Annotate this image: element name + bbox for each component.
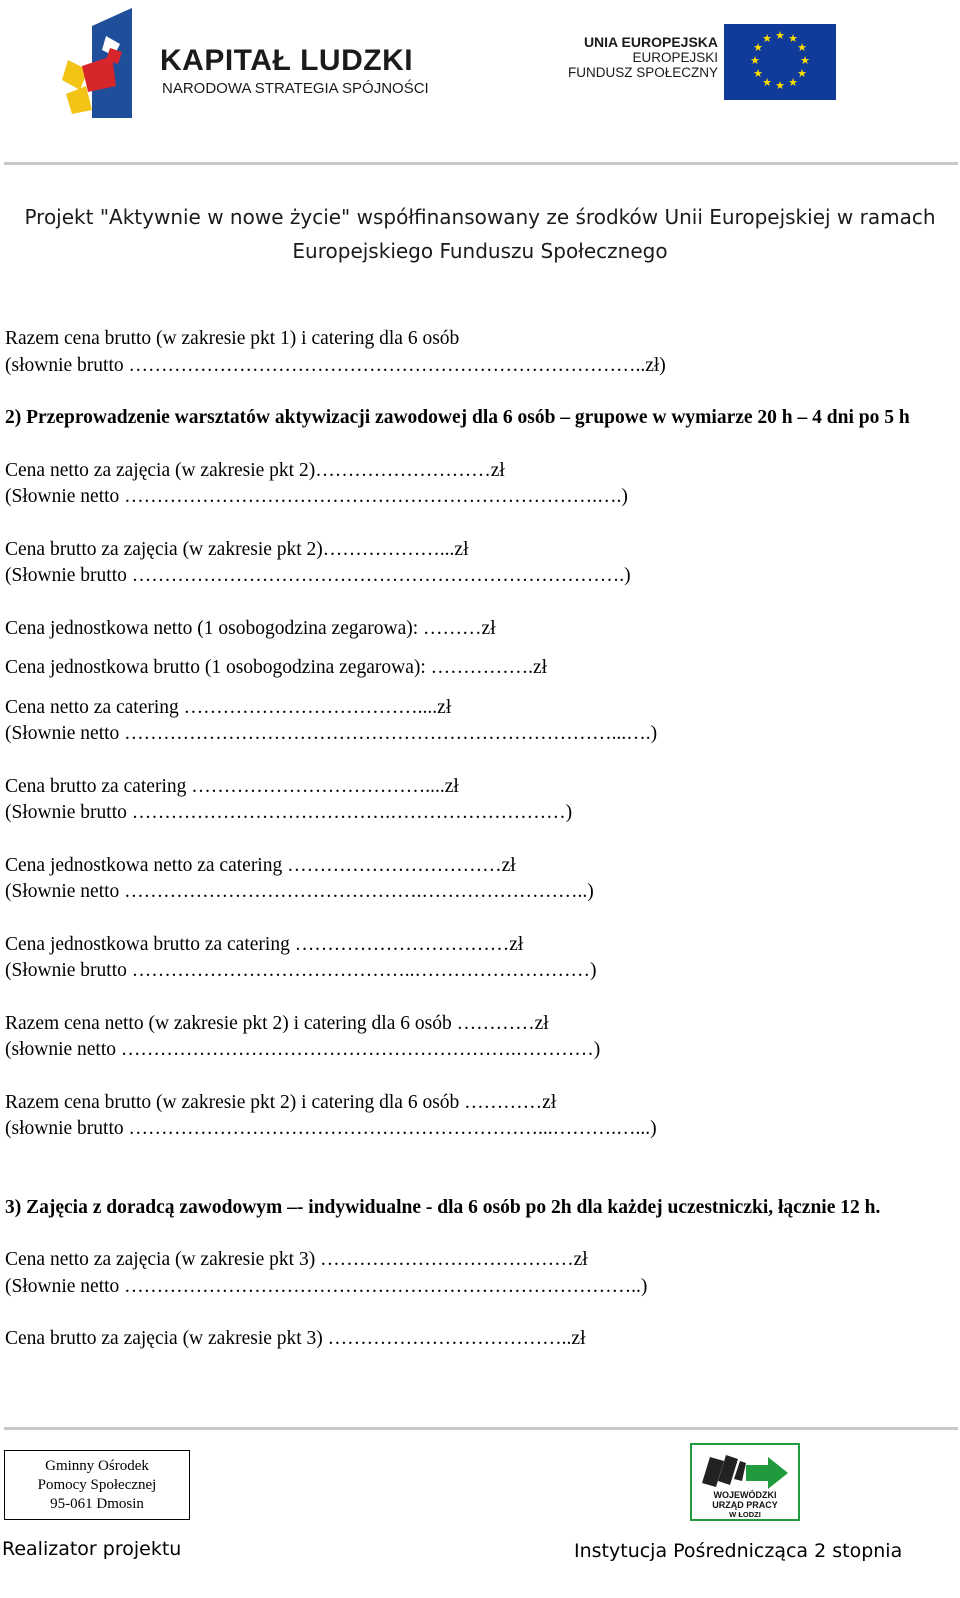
svg-text:★: ★ <box>788 32 798 45</box>
svg-text:★: ★ <box>797 41 807 54</box>
text-line: (Słownie netto ……………………………………….……………………..) <box>5 881 594 902</box>
document-body <box>5 326 955 1353</box>
text-line: Cena brutto za zajęcia (w zakresie pkt 3) ………………………………..zł <box>5 1328 586 1349</box>
project-title-line-2: Europejskiego Funduszu Społecznego <box>292 239 668 263</box>
eu-fund-text <box>548 34 718 80</box>
kapital-ludzki-subtitle: NARODOWA STRATEGIA SPÓJNOŚCI <box>162 80 429 97</box>
svg-text:★: ★ <box>762 76 772 89</box>
text-line: (Słownie brutto ………………………………………………………………….) <box>5 565 631 586</box>
eu-line-1: UNIA EUROPEJSKA <box>583 34 718 50</box>
realizator-label: Realizator projektu <box>2 1538 182 1560</box>
text-line: (Słownie brutto ………………………………….………………………) <box>5 802 573 823</box>
text-line: Cena jednostkowa brutto za catering ……………………………zł <box>5 933 524 955</box>
gops-line-2: Pomocy Społecznej <box>37 1477 157 1493</box>
text-line: Cena netto za catering ………………………………....zł <box>5 696 452 718</box>
text-line: (Słownie netto ……………………………………………………………….….) <box>5 486 628 507</box>
text-line: (Słownie brutto ……………………………………..………………………) <box>5 960 597 981</box>
wup-emblem-icon <box>690 1443 800 1521</box>
wup-line-1: WOJEWÓDZKI <box>713 1490 777 1500</box>
text-line: Cena jednostkowa netto (1 osobogodzina zegarowa): ………zł <box>5 617 496 639</box>
text-line: Cena brutto za zajęcia (w zakresie pkt 2)………………...zł <box>5 538 469 560</box>
svg-text:★: ★ <box>750 54 760 67</box>
section-heading-3: 3) Zajęcia z doradcą zawodowym –- indywidualne - dla 6 osób po 2h dla każdej uczestniczki, łącznie 12 h. <box>5 1196 881 1218</box>
svg-text:★: ★ <box>797 67 807 80</box>
kapital-ludzki-title: KAPITAŁ LUDZKI <box>160 44 414 77</box>
text-line: Cena netto za zajęcia (w zakresie pkt 2)………………………zł <box>5 459 505 481</box>
kapital-ludzki-logo <box>62 6 429 122</box>
section-heading-2: 2) Przeprowadzenie warsztatów aktywizacji zawodowej dla 6 osób – grupowe w wymiarze 20 h – 4 dni po 5 h <box>5 407 910 428</box>
text-line: Cena jednostkowa brutto (1 osobogodzina zegarowa): …………….zł <box>5 657 548 678</box>
text-line: (słownie brutto ………………………………………………………...……….…...) <box>5 1118 657 1139</box>
text-line: (słownie netto …………………………………………………….…………) <box>5 1039 601 1060</box>
project-title <box>0 200 960 268</box>
eu-flag-icon <box>724 24 836 100</box>
wup-line-2: URZĄD PRACY <box>712 1500 778 1510</box>
svg-text:★: ★ <box>800 54 810 67</box>
wup-line-3: W ŁODZI <box>729 1510 761 1519</box>
text-line: Razem cena brutto (w zakresie pkt 1) i catering dla 6 osób <box>5 328 460 349</box>
svg-text:★: ★ <box>775 29 785 42</box>
svg-text:★: ★ <box>753 67 763 80</box>
text-line: (słownie brutto ……………………………………………………………………..zł) <box>5 354 666 376</box>
svg-text:★: ★ <box>762 32 772 45</box>
svg-text:★: ★ <box>788 76 798 89</box>
gops-stamp <box>4 1450 190 1520</box>
text-line: Razem cena brutto (w zakresie pkt 2) i catering dla 6 osób …………zł <box>5 1091 557 1113</box>
text-line: (Słownie netto …………………………………………………………………...….) <box>5 723 658 744</box>
text-line: Razem cena netto (w zakresie pkt 2) i catering dla 6 osób …………zł <box>5 1012 549 1034</box>
eu-line-2: EUROPEJSKI <box>632 50 718 65</box>
text-line: (Słownie netto ……………………………………………………………………..) <box>5 1275 648 1297</box>
eu-line-3: FUNDUSZ SPOŁECZNY <box>567 65 718 80</box>
footer-divider <box>4 1427 958 1430</box>
project-title-line-1: Projekt "Aktywnie w nowe życie" współfinansowany ze środków Unii Europejskiej w ramach <box>24 205 936 229</box>
svg-text:★: ★ <box>775 79 785 92</box>
wup-logo <box>690 1443 800 1521</box>
text-line: Cena netto za zajęcia (w zakresie pkt 3) …………………………………zł <box>5 1249 588 1270</box>
text-line: Cena jednostkowa netto za catering ……………………………zł <box>5 854 516 876</box>
text-line: Cena brutto za catering ………………………………....zł <box>5 775 459 797</box>
kapital-ludzki-emblem-icon <box>62 6 162 122</box>
header-divider <box>4 162 958 165</box>
gops-line-3: 95-061 Dmosin <box>50 1496 144 1512</box>
gops-line-1: Gminny Ośrodek <box>45 1458 149 1474</box>
svg-text:★: ★ <box>753 41 763 54</box>
instytucja-label: Instytucja Pośrednicząca 2 stopnia <box>574 1540 903 1562</box>
